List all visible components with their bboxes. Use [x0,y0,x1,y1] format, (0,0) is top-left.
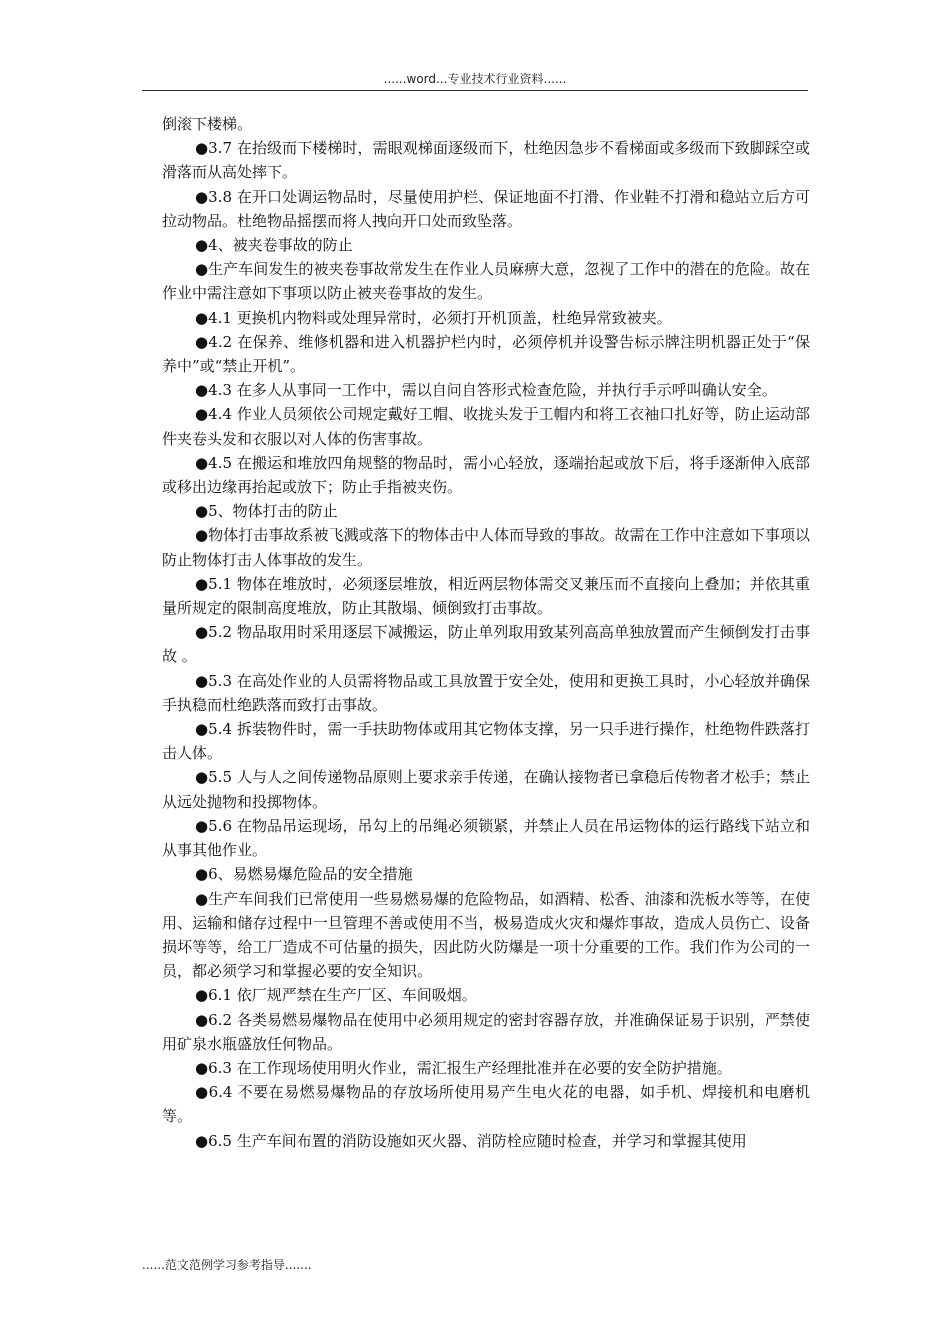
paragraph: ●6.3 在工作现场使用明火作业，需汇报生产经理批准并在必要的安全防护措施。 [195,1058,732,1077]
paragraph: ●6.1 依厂规严禁在生产厂区、车间吸烟。 [195,986,477,1005]
paragraph: ●物体打击事故系被飞溅或落下的物体击中人体而导致的事故。故需在工作中注意如下事项以防止物体打击人体事故的发生。 [162,526,810,569]
section-heading: ●5、物体打击的防止 [195,502,338,521]
paragraph: ●5.2 物品取用时采用逐层下减搬运，防止单列取用致某列高高单独放置而产生倾倒发打击事故 。 [162,623,810,666]
page-footer: ......范文范例学习参考指导....... [142,1258,312,1272]
paragraph: ●5.5 人与人之间传递物品原则上要求亲手传递，在确认接物者已拿稳后传物者才松手；禁止从远处抛物和投掷物体。 [162,768,810,811]
paragraph: ●5.1 物体在堆放时，必须逐层堆放，相近两层物体需交叉兼压而不直接向上叠加；并依其重量所规定的限制高度堆放，防止其散塌、倾倒致打击事故。 [162,574,810,618]
paragraph: ●5.6 在物品吊运现场，吊勾上的吊绳必须锁紧，并禁止人员在吊运物体的运行路线下站立和从事其他作业。 [162,816,810,860]
paragraph: ●4.4 作业人员须依公司规定戴好工帽、收拢头发于工帽内和将工衣袖口扎好等，防止运动部件夹卷头发和衣服以对人体的伤害事故。 [162,405,810,448]
section-heading: ●4、被夹卷事故的防止 [195,236,353,255]
paragraph: ●4.5 在搬运和堆放四角规整的物品时，需小心轻放，逐端抬起或放下后，将手逐渐伸入底部或移出边缘再抬起或放下；防止手指被夹伤。 [162,453,810,497]
paragraph: ●6.5 生产车间布置的消防设施如灭火器、消防栓应随时检查，并学习和掌握其使用 [195,1131,747,1150]
paragraph: ●生产车间我们已常使用一些易燃易爆的危险物品，如酒精、松香、油漆和洗板水等等，在使用、运输和储存过程中一旦管理不善或使用不当，极易造成火灾和爆炸事故，造成人员伤亡、设备损坏等等，给工厂造成不可估量的损失，因此防火防爆是一项十分重要的工作。我们作为公司的一员，都必须学习和掌握必要的安全知识。 [162,889,810,981]
paragraph: ●6.4 不要在易燃易爆物品的存放场所使用易产生电火花的电器，如手机、焊接机和电磨机等。 [162,1083,810,1126]
paragraph: ●5.4 拆装物件时，需一手扶助物体或用其它物体支撑，另一只手进行操作，杜绝物件跌落打击人体。 [162,720,810,763]
page-header: ......word...专业技术行业资料...... [142,70,808,91]
section-heading: ●6、易燃易爆危险品的安全措施 [195,865,413,884]
paragraph: ●3.7 在抬级而下楼梯时，需眼观梯面逐级而下，杜绝因急步不看梯面或多级而下致脚踩空或滑落而从高处摔下。 [162,139,810,182]
paragraph: ●4.1 更换机内物料或处理异常时，必须打开机顶盖，杜绝异常致被夹。 [195,308,672,327]
paragraph: ●3.8 在开口处调运物品时，尽量使用护栏、保证地面不打滑、作业鞋不打滑和稳站立后方可拉动物品。杜绝物品摇摆而将人拽向开口处而致坠落。 [162,187,810,230]
paragraph: ●4.3 在多人从事同一工作中，需以自问自答形式检查危险，并执行手示呼叫确认安全。 [195,381,777,400]
paragraph: 倒滚下楼梯。 [162,115,253,133]
paragraph: ●6.2 各类易燃易爆物品在使用中必须用规定的密封容器存放，并准确保证易于识别，严禁使用矿泉水瓶盛放任何物品。 [162,1010,810,1053]
paragraph: ●5.3 在高处作业的人员需将物品或工具放置于安全处，使用和更换工具时，小心轻放并确保手执稳而杜绝跌落而致打击事故。 [162,671,810,714]
paragraph: ●生产车间发生的被夹卷事故常发生在作业人员麻痹大意，忽视了工作中的潜在的危险。故在作业中需注意如下事项以防止被夹卷事故的发生。 [162,260,810,303]
document-body [162,112,810,1153]
paragraph: ●4.2 在保养、维修机器和进入机器护栏内时，必须停机并设警告标示牌注明机器正处于“保养中”或“禁止开机”。 [162,332,810,376]
